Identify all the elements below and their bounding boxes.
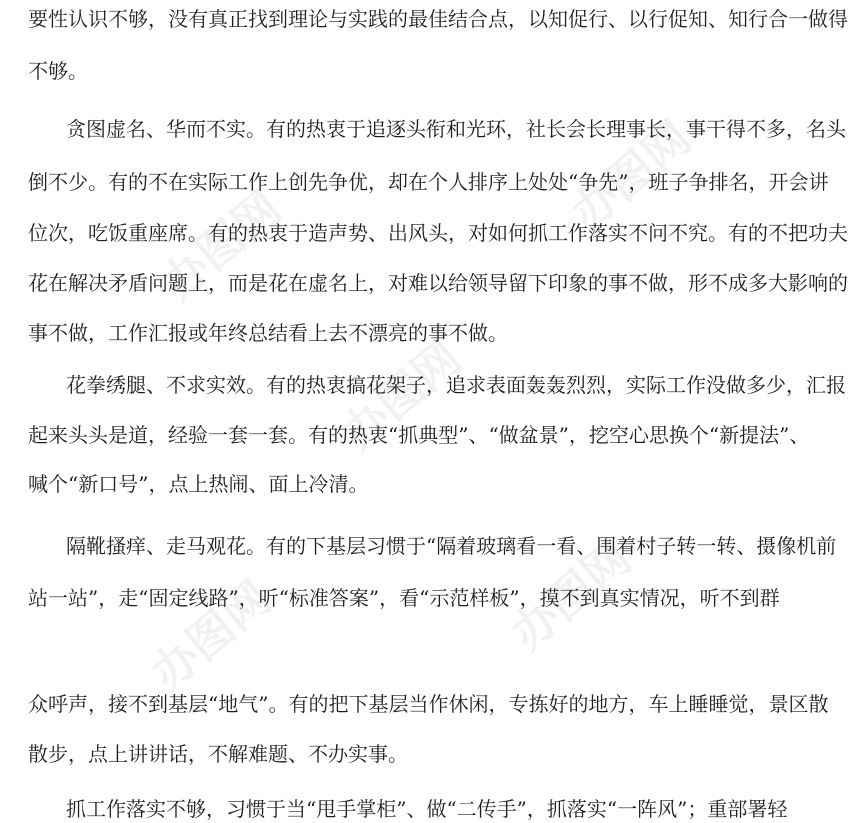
text-line: 起来头头是道，经验一套一套。有的热衷“抓典型”、“做盆景”，挖空心思换个“新提法”、 xyxy=(28,423,810,447)
text-line: 事不做，工作汇报或年终总结看上去不漂亮的事不做。 xyxy=(28,321,508,345)
text-line: 花在解决矛盾问题上，而是花在虚名上，对难以给领导留下印象的事不做，形不成多大影响的 xyxy=(28,271,848,295)
text-line: 位次，吃饭重座席。有的热衷于造声势、出风头，对如何抓工作落实不问不究。有的不把功夫 xyxy=(28,221,848,245)
text-line: 站一站”，走“固定线路”，听“标准答案”，看“示范样板”，摸不到真实情况，听不到群 xyxy=(28,586,780,610)
text-line: 散步，点上讲讲话，不解难题、不办实事。 xyxy=(28,742,408,766)
text-line: 喊个“新口号”，点上热闹、面上冷清。 xyxy=(28,472,369,496)
text-line: 倒不少。有的不在实际工作上创先争优，却在个人排序上处处“争先”，班子争排名，开会讲 xyxy=(28,170,829,194)
watermark: 办图网 xyxy=(150,180,292,311)
paragraph-heading-line: 隔靴搔痒、走马观花。有的下基层习惯于“隔着玻璃看一看、围着村子转一转、摄像机前 xyxy=(66,534,837,558)
watermark: 办图网 xyxy=(330,330,472,461)
paragraph-heading-line: 贪图虚名、华而不实。有的热衷于追逐头衔和光环，社长会长理事长，事干得不多，名头 xyxy=(66,117,846,141)
text-line: 众呼声，接不到基层“地气”。有的把下基层当作休闲，专拣好的地方，车上睡睡觉，景区散 xyxy=(28,692,829,716)
text-line: 要性认识不够，没有真正找到理论与实践的最佳结合点，以知促行、以行促知、知行合一做得 xyxy=(28,7,848,31)
text-line: 不够。 xyxy=(28,59,88,83)
paragraph-heading-line: 花拳绣腿、不求实效。有的热衷搞花架子，追求表面轰轰烈烈，实际工作没做多少，汇报 xyxy=(66,373,846,397)
watermark: 办图网 xyxy=(500,530,642,661)
watermark: 办图网 xyxy=(560,110,702,241)
watermark: 办图网 xyxy=(140,570,282,701)
text-line: 抓工作落实不够，习惯于当“甩手掌柜”、做“二传手”，抓落实“一阵风”；重部署轻 xyxy=(66,797,788,821)
